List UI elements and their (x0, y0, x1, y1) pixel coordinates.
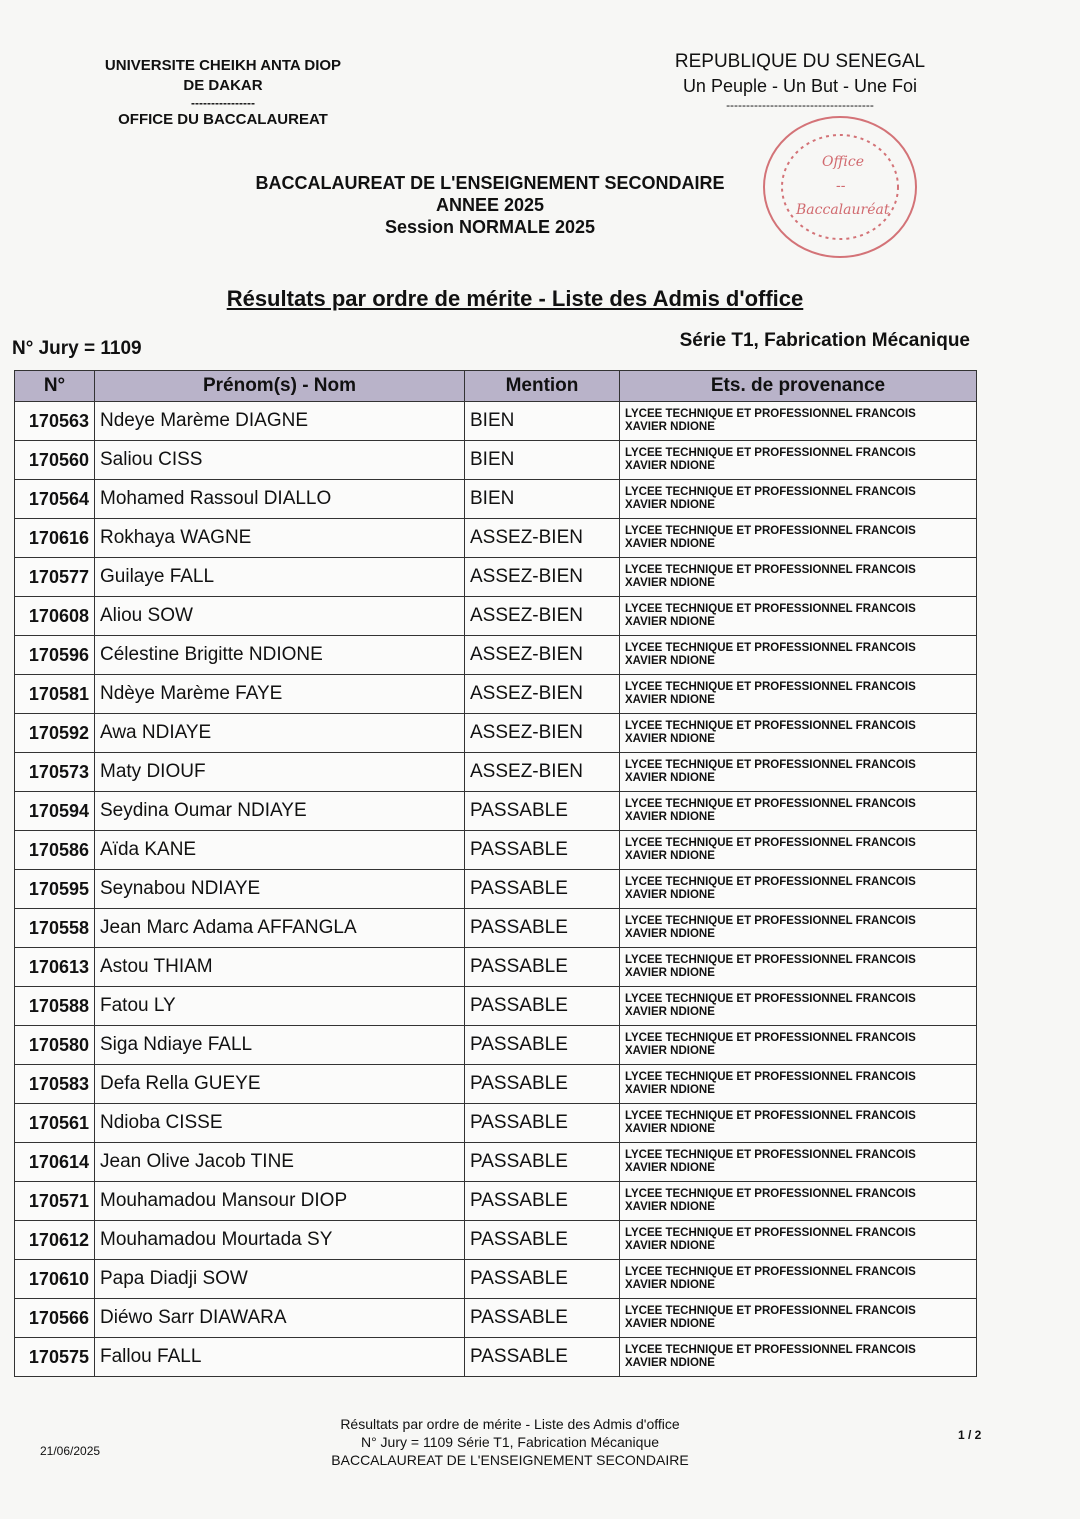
candidate-number: 170613 (15, 948, 95, 987)
table-header-row (15, 371, 977, 402)
candidate-school (620, 831, 977, 870)
candidate-school (620, 675, 977, 714)
school-line-2: XAVIER NDIONE (625, 1201, 715, 1213)
candidate-school (620, 1065, 977, 1104)
candidate-mention: PASSABLE (465, 1221, 620, 1260)
candidate-school (620, 714, 977, 753)
candidate-mention: ASSEZ-BIEN (465, 753, 620, 792)
school-line-2: XAVIER NDIONE (625, 616, 715, 628)
school-line-2: XAVIER NDIONE (625, 1084, 715, 1096)
candidate-school (620, 870, 977, 909)
candidate-number: 170577 (15, 558, 95, 597)
candidate-school (620, 402, 977, 441)
school-line-1: LYCEE TECHNIQUE ET PROFESSIONNEL FRANCOIS (625, 1266, 916, 1278)
candidate-mention: BIEN (465, 441, 620, 480)
candidate-number: 170588 (15, 987, 95, 1026)
table-row (15, 1104, 977, 1143)
school-line-2: XAVIER NDIONE (625, 1318, 715, 1330)
office-stamp (760, 112, 920, 262)
candidate-number: 170561 (15, 1104, 95, 1143)
table-row (15, 909, 977, 948)
candidate-school (620, 1182, 977, 1221)
candidate-number: 170558 (15, 909, 95, 948)
school-line-1: LYCEE TECHNIQUE ET PROFESSIONNEL FRANCOIS (625, 1149, 916, 1161)
candidate-school (620, 987, 977, 1026)
school-line-1: LYCEE TECHNIQUE ET PROFESSIONNEL FRANCOIS (625, 486, 916, 498)
table-row (15, 480, 977, 519)
candidate-number: 170566 (15, 1299, 95, 1338)
table-row (15, 675, 977, 714)
table-row (15, 1221, 977, 1260)
stamp-line-1: Office (822, 154, 864, 170)
school-line-2: XAVIER NDIONE (625, 499, 715, 511)
table-row (15, 1260, 977, 1299)
school-line-1: LYCEE TECHNIQUE ET PROFESSIONNEL FRANCOIS (625, 720, 916, 732)
school-line-2: XAVIER NDIONE (625, 1240, 715, 1252)
candidate-mention: PASSABLE (465, 1182, 620, 1221)
candidate-mention: PASSABLE (465, 870, 620, 909)
candidate-school (620, 753, 977, 792)
school-line-1: LYCEE TECHNIQUE ET PROFESSIONNEL FRANCOIS (625, 876, 916, 888)
school-line-1: LYCEE TECHNIQUE ET PROFESSIONNEL FRANCOIS (625, 1227, 916, 1239)
candidate-school (620, 1143, 977, 1182)
office-name: OFFICE DU BACCALAUREAT (118, 111, 328, 128)
candidate-mention: ASSEZ-BIEN (465, 675, 620, 714)
candidate-number: 170610 (15, 1260, 95, 1299)
candidate-number: 170612 (15, 1221, 95, 1260)
school-line-1: LYCEE TECHNIQUE ET PROFESSIONNEL FRANCOIS (625, 1071, 916, 1083)
candidate-name: Siga Ndiaye FALL (95, 1026, 465, 1065)
candidate-name: Fallou FALL (95, 1338, 465, 1377)
candidate-school (620, 441, 977, 480)
candidate-name: Aïda KANE (95, 831, 465, 870)
candidate-number: 170564 (15, 480, 95, 519)
school-line-2: XAVIER NDIONE (625, 967, 715, 979)
exam-title (200, 172, 780, 238)
candidate-mention: PASSABLE (465, 948, 620, 987)
school-line-2: XAVIER NDIONE (625, 538, 715, 550)
candidate-name: Awa NDIAYE (95, 714, 465, 753)
candidate-name: Ndèye Marème FAYE (95, 675, 465, 714)
table-row (15, 402, 977, 441)
school-line-2: XAVIER NDIONE (625, 1279, 715, 1291)
candidate-mention: PASSABLE (465, 1260, 620, 1299)
school-line-1: LYCEE TECHNIQUE ET PROFESSIONNEL FRANCOIS (625, 603, 916, 615)
table-row (15, 1026, 977, 1065)
school-line-2: XAVIER NDIONE (625, 1357, 715, 1369)
stamp-line-3: Baccalauréat (796, 202, 890, 218)
table-row (15, 870, 977, 909)
candidate-number: 170595 (15, 870, 95, 909)
candidate-name: Saliou CISS (95, 441, 465, 480)
candidate-number: 170583 (15, 1065, 95, 1104)
candidate-mention: ASSEZ-BIEN (465, 636, 620, 675)
candidate-number: 170573 (15, 753, 95, 792)
candidate-name: Jean Olive Jacob TINE (95, 1143, 465, 1182)
table-row (15, 1338, 977, 1377)
country-header (660, 50, 940, 112)
school-line-2: XAVIER NDIONE (625, 655, 715, 667)
school-line-1: LYCEE TECHNIQUE ET PROFESSIONNEL FRANCOIS (625, 681, 916, 693)
header-separator-right: ------------------------------------- (726, 98, 874, 112)
candidate-name: Mouhamadou Mansour DIOP (95, 1182, 465, 1221)
school-line-1: LYCEE TECHNIQUE ET PROFESSIONNEL FRANCOIS (625, 837, 916, 849)
col-header-name: Prénom(s) - Nom (95, 371, 465, 402)
footer-exam: BACCALAUREAT DE L'ENSEIGNEMENT SECONDAIRE (331, 1452, 689, 1468)
school-line-1: LYCEE TECHNIQUE ET PROFESSIONNEL FRANCOIS (625, 1344, 916, 1356)
candidate-name: Ndioba CISSE (95, 1104, 465, 1143)
candidate-school (620, 480, 977, 519)
col-header-mention: Mention (465, 371, 620, 402)
school-line-1: LYCEE TECHNIQUE ET PROFESSIONNEL FRANCOIS (625, 1032, 916, 1044)
table-row (15, 948, 977, 987)
candidate-name: Diéwo Sarr DIAWARA (95, 1299, 465, 1338)
country-motto: Un Peuple - Un But - Une Foi (682, 76, 918, 96)
footer-title: Résultats par ordre de mérite - Liste des Admis d'office (340, 1416, 680, 1432)
university-name: UNIVERSITE CHEIKH ANTA DIOP (104, 57, 342, 74)
candidate-name: Astou THIAM (95, 948, 465, 987)
school-line-2: XAVIER NDIONE (625, 577, 715, 589)
candidate-mention: PASSABLE (465, 1299, 620, 1338)
candidate-number: 170586 (15, 831, 95, 870)
candidate-school (620, 636, 977, 675)
school-line-2: XAVIER NDIONE (625, 850, 715, 862)
candidate-school (620, 558, 977, 597)
school-line-1: LYCEE TECHNIQUE ET PROFESSIONNEL FRANCOIS (625, 1110, 916, 1122)
candidate-name: Defa Rella GUEYE (95, 1065, 465, 1104)
candidate-name: Ndeye Marème DIAGNE (95, 402, 465, 441)
serie-label: Série T1, Fabrication Mécanique (679, 330, 970, 351)
candidate-number: 170614 (15, 1143, 95, 1182)
candidate-school (620, 1104, 977, 1143)
candidate-name: Maty DIOUF (95, 753, 465, 792)
candidate-number: 170571 (15, 1182, 95, 1221)
page-number: 1 / 2 (958, 1428, 982, 1442)
table-row (15, 1065, 977, 1104)
candidate-school (620, 792, 977, 831)
candidate-number: 170560 (15, 441, 95, 480)
candidate-mention: ASSEZ-BIEN (465, 714, 620, 753)
col-header-school: Ets. de provenance (620, 371, 977, 402)
candidate-number: 170596 (15, 636, 95, 675)
table-row (15, 597, 977, 636)
results-table (14, 370, 977, 1377)
candidate-number: 170608 (15, 597, 95, 636)
table-row (15, 831, 977, 870)
candidate-mention: PASSABLE (465, 987, 620, 1026)
candidate-number: 170592 (15, 714, 95, 753)
candidate-name: Seynabou NDIAYE (95, 870, 465, 909)
university-city: DE DAKAR (183, 77, 263, 94)
school-line-1: LYCEE TECHNIQUE ET PROFESSIONNEL FRANCOIS (625, 954, 916, 966)
candidate-mention: PASSABLE (465, 1065, 620, 1104)
school-line-2: XAVIER NDIONE (625, 889, 715, 901)
school-line-2: XAVIER NDIONE (625, 1123, 715, 1135)
table-row (15, 792, 977, 831)
exam-name: BACCALAUREAT DE L'ENSEIGNEMENT SECONDAIRE (255, 173, 725, 193)
school-line-1: LYCEE TECHNIQUE ET PROFESSIONNEL FRANCOIS (625, 408, 916, 420)
school-line-1: LYCEE TECHNIQUE ET PROFESSIONNEL FRANCOIS (625, 447, 916, 459)
candidate-school (620, 519, 977, 558)
col-header-number: N° (15, 371, 95, 402)
candidate-school (620, 909, 977, 948)
candidate-name: Seydina Oumar NDIAYE (95, 792, 465, 831)
school-line-2: XAVIER NDIONE (625, 1045, 715, 1057)
school-line-2: XAVIER NDIONE (625, 694, 715, 706)
candidate-number: 170563 (15, 402, 95, 441)
table-row (15, 558, 977, 597)
exam-year: ANNEE 2025 (435, 195, 545, 215)
candidate-name: Guilaye FALL (95, 558, 465, 597)
table-row (15, 519, 977, 558)
candidate-school (620, 1299, 977, 1338)
candidate-mention: PASSABLE (465, 1104, 620, 1143)
candidate-name: Papa Diadji SOW (95, 1260, 465, 1299)
candidate-name: Jean Marc Adama AFFANGLA (95, 909, 465, 948)
candidate-number: 170580 (15, 1026, 95, 1065)
candidate-name: Célestine Brigitte NDIONE (95, 636, 465, 675)
table-row (15, 714, 977, 753)
candidate-name: Aliou SOW (95, 597, 465, 636)
stamp-line-2: -- (836, 178, 846, 194)
candidate-school (620, 1026, 977, 1065)
exam-session: Session NORMALE 2025 (384, 217, 596, 237)
candidate-number: 170575 (15, 1338, 95, 1377)
candidate-number: 170616 (15, 519, 95, 558)
candidate-name: Mohamed Rassoul DIALLO (95, 480, 465, 519)
table-row (15, 1143, 977, 1182)
school-line-2: XAVIER NDIONE (625, 1006, 715, 1018)
candidate-mention: PASSABLE (465, 1143, 620, 1182)
school-line-1: LYCEE TECHNIQUE ET PROFESSIONNEL FRANCOIS (625, 993, 916, 1005)
candidate-mention: BIEN (465, 402, 620, 441)
candidate-school (620, 1260, 977, 1299)
candidate-mention: PASSABLE (465, 909, 620, 948)
school-line-2: XAVIER NDIONE (625, 811, 715, 823)
school-line-2: XAVIER NDIONE (625, 928, 715, 940)
school-line-1: LYCEE TECHNIQUE ET PROFESSIONNEL FRANCOIS (625, 525, 916, 537)
candidate-mention: PASSABLE (465, 792, 620, 831)
table-row (15, 1182, 977, 1221)
university-header (88, 56, 358, 130)
candidate-name: Rokhaya WAGNE (95, 519, 465, 558)
table-row (15, 441, 977, 480)
school-line-2: XAVIER NDIONE (625, 1162, 715, 1174)
table-row (15, 987, 977, 1026)
school-line-2: XAVIER NDIONE (625, 733, 715, 745)
header-separator: ---------------- (191, 96, 255, 110)
candidate-mention: PASSABLE (465, 1026, 620, 1065)
school-line-2: XAVIER NDIONE (625, 421, 715, 433)
candidate-school (620, 1338, 977, 1377)
footer-jury: N° Jury = 1109 Série T1, Fabrication Mécanique (360, 1434, 660, 1450)
print-date: 21/06/2025 (40, 1444, 101, 1458)
school-line-2: XAVIER NDIONE (625, 460, 715, 472)
page-footer (260, 1415, 760, 1469)
school-line-1: LYCEE TECHNIQUE ET PROFESSIONNEL FRANCOIS (625, 564, 916, 576)
school-line-1: LYCEE TECHNIQUE ET PROFESSIONNEL FRANCOIS (625, 1305, 916, 1317)
jury-number: N° Jury = 1109 (12, 338, 142, 359)
candidate-mention: PASSABLE (465, 831, 620, 870)
school-line-1: LYCEE TECHNIQUE ET PROFESSIONNEL FRANCOIS (625, 915, 916, 927)
candidate-mention: ASSEZ-BIEN (465, 558, 620, 597)
country-name: REPUBLIQUE DU SENEGAL (674, 51, 926, 72)
school-line-1: LYCEE TECHNIQUE ET PROFESSIONNEL FRANCOIS (625, 1188, 916, 1200)
list-title: Résultats par ordre de mérite - Liste des Admis d'office (226, 286, 804, 311)
candidate-school (620, 948, 977, 987)
table-row (15, 1299, 977, 1338)
school-line-1: LYCEE TECHNIQUE ET PROFESSIONNEL FRANCOIS (625, 798, 916, 810)
table-row (15, 636, 977, 675)
school-line-1: LYCEE TECHNIQUE ET PROFESSIONNEL FRANCOIS (625, 642, 916, 654)
candidate-mention: ASSEZ-BIEN (465, 519, 620, 558)
school-line-1: LYCEE TECHNIQUE ET PROFESSIONNEL FRANCOIS (625, 759, 916, 771)
candidate-number: 170581 (15, 675, 95, 714)
candidate-name: Fatou LY (95, 987, 465, 1026)
candidate-school (620, 1221, 977, 1260)
candidate-name: Mouhamadou Mourtada SY (95, 1221, 465, 1260)
candidate-school (620, 597, 977, 636)
candidate-mention: ASSEZ-BIEN (465, 597, 620, 636)
candidate-number: 170594 (15, 792, 95, 831)
candidate-mention: PASSABLE (465, 1338, 620, 1377)
candidate-mention: BIEN (465, 480, 620, 519)
school-line-2: XAVIER NDIONE (625, 772, 715, 784)
table-row (15, 753, 977, 792)
